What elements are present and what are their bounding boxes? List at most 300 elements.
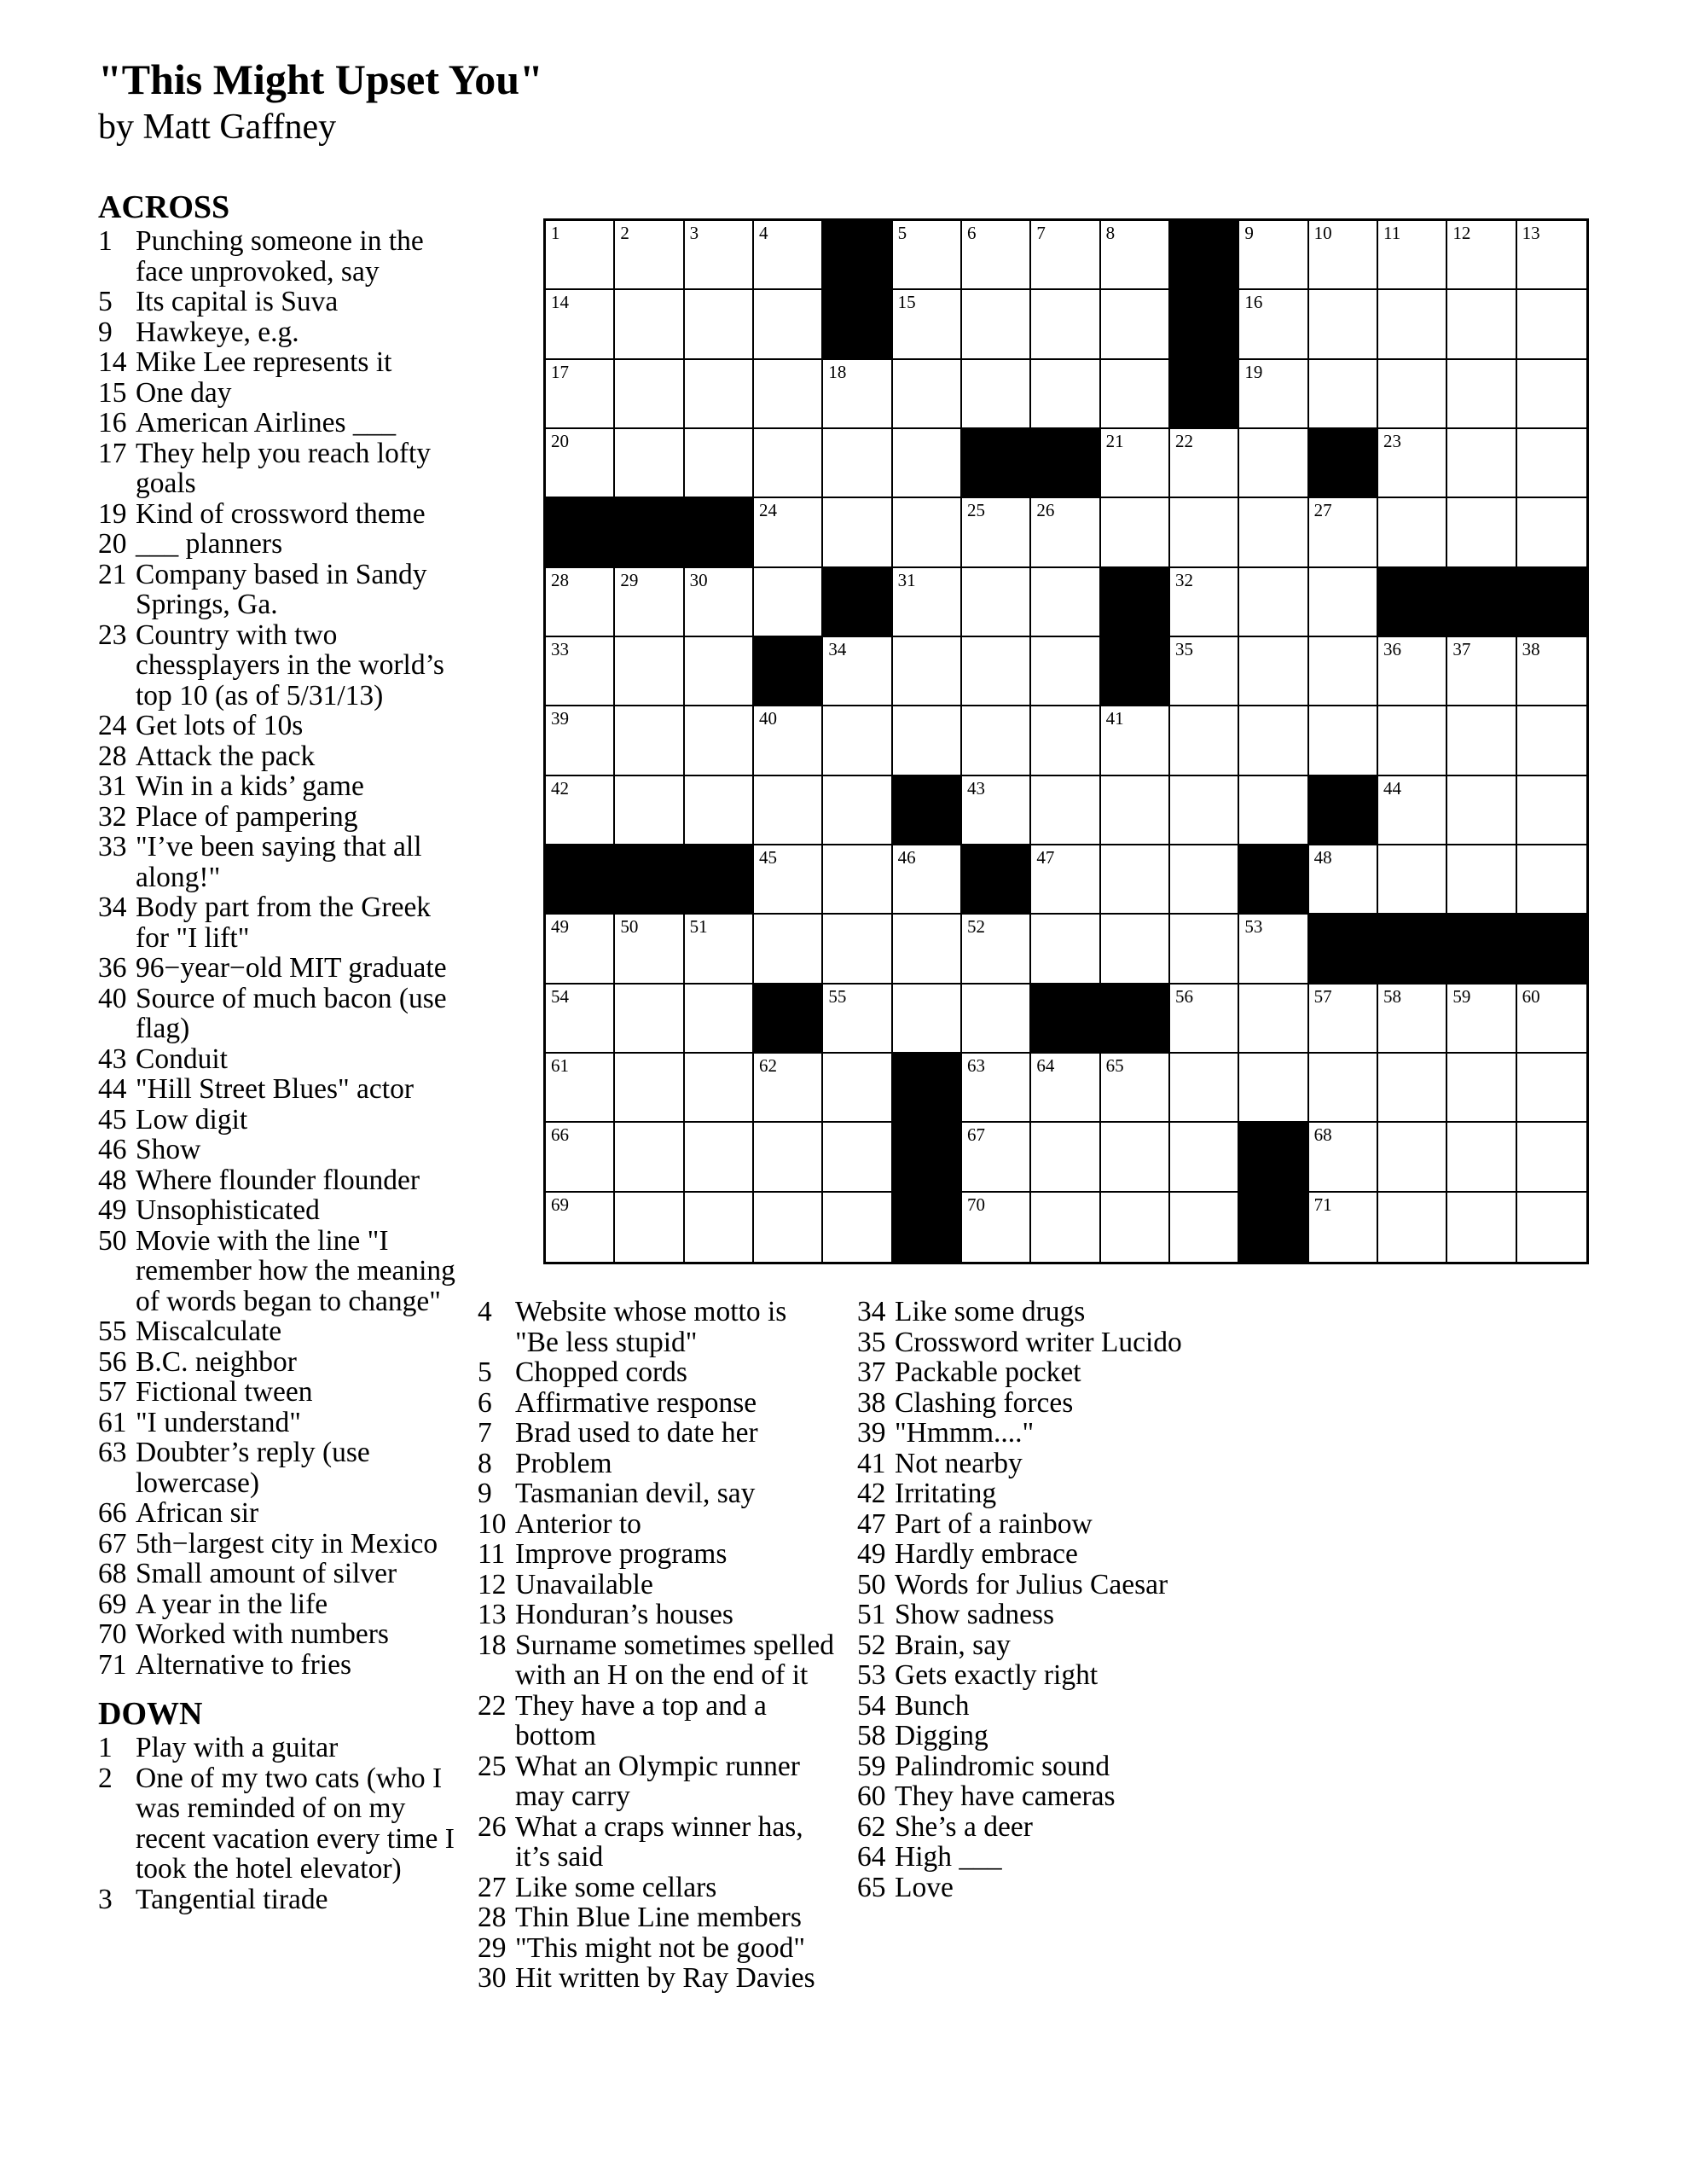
grid-cell[interactable] — [1031, 706, 1100, 775]
cell-number: 16 — [1244, 292, 1263, 313]
grid-cell[interactable] — [1031, 498, 1100, 567]
black-square — [1309, 776, 1378, 845]
clue-text: High ___ — [895, 1841, 1002, 1873]
grid-cell[interactable] — [1239, 360, 1308, 429]
grid-cell[interactable] — [546, 706, 615, 775]
grid-cell[interactable] — [1517, 1054, 1586, 1123]
grid-cell[interactable] — [754, 1123, 823, 1192]
across-clue — [98, 1559, 456, 1589]
grid-cell[interactable] — [1378, 221, 1447, 290]
cell-number: 29 — [620, 569, 639, 590]
grid-cell[interactable] — [754, 498, 823, 567]
grid-cell[interactable] — [1378, 637, 1447, 706]
grid-cell[interactable] — [1101, 915, 1170, 984]
grid-cell[interactable] — [615, 360, 684, 429]
black-square — [823, 221, 892, 290]
grid-cell[interactable] — [546, 429, 615, 498]
grid-cell[interactable] — [1101, 498, 1170, 567]
black-square — [1031, 985, 1100, 1054]
grid-cell[interactable] — [962, 290, 1031, 359]
grid-cell[interactable] — [754, 706, 823, 775]
clue-number: 40 — [98, 982, 127, 1014]
grid-cell[interactable] — [1378, 845, 1447, 915]
down-clue-list-part-2 — [478, 1297, 836, 1994]
grid-cell[interactable] — [685, 568, 754, 637]
grid-cell[interactable] — [1309, 568, 1378, 637]
cell-number: 15 — [897, 292, 916, 313]
grid-cell[interactable] — [1031, 360, 1100, 429]
grid-cell[interactable] — [1517, 776, 1586, 845]
clue-text: Get lots of 10s — [136, 710, 304, 741]
cell-number: 54 — [551, 985, 569, 1007]
down-clue — [478, 1963, 836, 1994]
grid-cell[interactable] — [615, 429, 684, 498]
down-clue — [857, 1388, 1232, 1419]
grid-cell[interactable] — [546, 221, 615, 290]
clue-number: 13 — [478, 1599, 507, 1630]
across-clue — [98, 1529, 456, 1560]
cell-number: 34 — [828, 639, 847, 659]
down-clue — [857, 1751, 1232, 1782]
grid-cell[interactable] — [1031, 568, 1100, 637]
grid-cell[interactable] — [1239, 221, 1308, 290]
black-square — [1101, 568, 1170, 637]
grid-cell[interactable] — [823, 706, 892, 775]
grid-cell[interactable] — [1378, 1123, 1447, 1192]
grid-cell[interactable] — [546, 1123, 615, 1192]
grid-cell[interactable] — [546, 776, 615, 845]
grid-cell[interactable] — [685, 1123, 754, 1192]
grid-cell[interactable] — [615, 568, 684, 637]
clue-text: African sir — [136, 1497, 259, 1529]
grid-cell[interactable] — [1239, 429, 1308, 498]
grid-cell[interactable] — [1101, 1193, 1170, 1262]
clue-text: Doubter’s reply (use lowercase) — [136, 1437, 370, 1499]
grid-cell[interactable] — [893, 360, 962, 429]
grid-cell[interactable] — [1101, 1054, 1170, 1123]
grid-cell[interactable] — [1239, 776, 1308, 845]
grid-cell[interactable] — [1447, 985, 1516, 1054]
grid-cell[interactable] — [1517, 1193, 1586, 1262]
grid-cell[interactable] — [1447, 1193, 1516, 1262]
grid-cell[interactable] — [1309, 985, 1378, 1054]
clue-text: One day — [136, 376, 232, 409]
grid-cell[interactable] — [1447, 1054, 1516, 1123]
grid-cell[interactable] — [615, 1193, 684, 1262]
grid-cell[interactable] — [893, 290, 962, 359]
grid-cell[interactable] — [1031, 1054, 1100, 1123]
clue-text: Low digit — [136, 1103, 248, 1136]
grid-cell[interactable] — [685, 1193, 754, 1262]
grid-cell[interactable] — [1031, 915, 1100, 984]
grid-cell[interactable] — [546, 568, 615, 637]
grid-cell[interactable] — [685, 429, 754, 498]
grid-cell[interactable] — [754, 290, 823, 359]
grid-cell[interactable] — [1239, 915, 1308, 984]
grid-cell[interactable] — [1378, 360, 1447, 429]
grid-cell[interactable] — [754, 360, 823, 429]
grid-cell[interactable] — [823, 637, 892, 706]
down-clue — [857, 1721, 1232, 1751]
grid-cell[interactable] — [1378, 290, 1447, 359]
clue-text: Mike Lee represents it — [136, 346, 392, 378]
cell-number: 52 — [967, 916, 985, 938]
grid-cell[interactable] — [1170, 845, 1239, 915]
down-clue — [478, 1812, 836, 1873]
grid-cell[interactable] — [615, 706, 684, 775]
grid-cell[interactable] — [1239, 637, 1308, 706]
grid-cell[interactable] — [962, 1193, 1031, 1262]
clue-text: Source of much bacon (use flag) — [136, 982, 447, 1044]
grid-cell[interactable] — [1378, 429, 1447, 498]
clue-number: 30 — [478, 1962, 507, 1994]
clue-number: 35 — [857, 1326, 886, 1358]
across-clue — [98, 287, 456, 317]
grid-cell[interactable] — [962, 1123, 1031, 1192]
clue-number: 33 — [98, 831, 127, 863]
grid-cell[interactable] — [754, 915, 823, 984]
grid-cell[interactable] — [685, 290, 754, 359]
clue-number: 24 — [98, 710, 127, 741]
down-clue — [478, 1751, 836, 1812]
grid-cell[interactable] — [823, 985, 892, 1054]
grid-cell[interactable] — [1447, 498, 1516, 567]
grid-cell[interactable] — [1309, 221, 1378, 290]
cell-number: 33 — [551, 639, 569, 659]
grid-cell[interactable] — [615, 776, 684, 845]
grid-cell[interactable] — [1170, 915, 1239, 984]
black-square — [1101, 637, 1170, 706]
grid-cell[interactable] — [1447, 221, 1516, 290]
grid-cell[interactable] — [823, 1123, 892, 1192]
clue-text: Part of a rainbow — [895, 1507, 1093, 1540]
grid-cell[interactable] — [615, 985, 684, 1054]
clue-number: 1 — [98, 1732, 113, 1763]
clue-column-2 — [478, 1297, 836, 1994]
grid-cell[interactable] — [823, 915, 892, 984]
grid-cell[interactable] — [754, 1054, 823, 1123]
down-clue — [857, 1478, 1232, 1509]
grid-cell[interactable] — [685, 360, 754, 429]
black-square — [754, 985, 823, 1054]
down-clue — [857, 1449, 1232, 1479]
black-square — [1447, 915, 1516, 984]
grid-cell[interactable] — [1447, 776, 1516, 845]
clue-text: They have a top and a bottom — [515, 1689, 767, 1751]
grid-cell[interactable] — [1170, 568, 1239, 637]
clue-text: Gets exactly right — [895, 1659, 1099, 1691]
down-clue — [98, 1885, 456, 1915]
grid-cell[interactable] — [754, 568, 823, 637]
grid-cell[interactable] — [685, 706, 754, 775]
clue-text: Brain, say — [895, 1629, 1011, 1661]
grid-cell[interactable] — [1309, 1054, 1378, 1123]
grid-cell[interactable] — [1031, 637, 1100, 706]
grid-cell[interactable] — [1517, 985, 1586, 1054]
cell-number: 19 — [1244, 361, 1263, 382]
grid-cell[interactable] — [1309, 1123, 1378, 1192]
black-square — [893, 1193, 962, 1262]
grid-cell[interactable] — [1517, 498, 1586, 567]
grid-cell[interactable] — [823, 360, 892, 429]
clue-text: Movie with the line "I remember how the meaning of words began to change" — [136, 1224, 455, 1317]
grid-cell[interactable] — [685, 637, 754, 706]
grid-cell[interactable] — [546, 637, 615, 706]
cell-number: 26 — [1036, 500, 1055, 521]
grid-cell[interactable] — [1101, 429, 1170, 498]
grid-cell[interactable] — [1031, 776, 1100, 845]
clue-number: 10 — [478, 1507, 507, 1540]
down-clue — [478, 1902, 836, 1933]
down-clue — [857, 1842, 1232, 1873]
grid-cell[interactable] — [1170, 429, 1239, 498]
cell-number: 10 — [1313, 223, 1332, 243]
grid-cell[interactable] — [1170, 776, 1239, 845]
grid-cell[interactable] — [1309, 706, 1378, 775]
grid-cell[interactable] — [1447, 360, 1516, 429]
grid-cell[interactable] — [1101, 290, 1170, 359]
grid-cell[interactable] — [685, 776, 754, 845]
black-square — [1170, 221, 1239, 290]
grid-cell[interactable] — [962, 1054, 1031, 1123]
grid-cell[interactable] — [1447, 290, 1516, 359]
grid-cell[interactable] — [893, 568, 962, 637]
grid-cell[interactable] — [1239, 1054, 1308, 1123]
grid-cell[interactable] — [615, 637, 684, 706]
grid-cell[interactable] — [893, 498, 962, 567]
grid-cell[interactable] — [1517, 1123, 1586, 1192]
grid-cell[interactable] — [1170, 498, 1239, 567]
grid-cell[interactable] — [1309, 360, 1378, 429]
grid-cell[interactable] — [615, 290, 684, 359]
grid-cell[interactable] — [823, 845, 892, 915]
grid-cell[interactable] — [1101, 1123, 1170, 1192]
grid-cell[interactable] — [1378, 498, 1447, 567]
grid-cell[interactable] — [1447, 706, 1516, 775]
grid-cell[interactable] — [1447, 845, 1516, 915]
grid-cell[interactable] — [1239, 706, 1308, 775]
grid-cell[interactable] — [1170, 1123, 1239, 1192]
grid-cell[interactable] — [962, 568, 1031, 637]
grid-cell[interactable] — [1378, 1193, 1447, 1262]
cell-number: 14 — [551, 292, 569, 313]
clue-number: 9 — [478, 1478, 492, 1509]
grid-cell[interactable] — [1031, 1123, 1100, 1192]
grid-cell[interactable] — [685, 1054, 754, 1123]
grid-cell[interactable] — [1309, 845, 1378, 915]
grid-cell[interactable] — [1101, 360, 1170, 429]
grid-cell[interactable] — [1517, 706, 1586, 775]
clue-number: 69 — [98, 1588, 127, 1620]
grid-cell[interactable] — [1378, 776, 1447, 845]
black-square — [1170, 360, 1239, 429]
clue-text: Packable pocket — [895, 1356, 1081, 1388]
grid-cell[interactable] — [1101, 706, 1170, 775]
grid-cell[interactable] — [754, 776, 823, 845]
grid-cell[interactable] — [1309, 498, 1378, 567]
grid-cell[interactable] — [962, 985, 1031, 1054]
grid-cell[interactable] — [1031, 221, 1100, 290]
cell-number: 7 — [1036, 223, 1046, 243]
cell-number: 45 — [759, 847, 777, 868]
clue-text: One of my two cats (who I was reminded of on my recent vacation every time I took the hotel elevator) — [136, 1762, 455, 1885]
clue-text: What a craps winner has, it’s said — [515, 1810, 803, 1873]
grid-cell[interactable] — [823, 776, 892, 845]
black-square — [1378, 915, 1447, 984]
grid-cell[interactable] — [1447, 429, 1516, 498]
grid-cell[interactable] — [1101, 776, 1170, 845]
clue-number: 57 — [98, 1376, 127, 1408]
clue-text: "I understand" — [136, 1406, 301, 1438]
grid-cell[interactable] — [1170, 706, 1239, 775]
grid-cell[interactable] — [615, 1054, 684, 1123]
cell-number: 2 — [620, 223, 629, 243]
grid-cell[interactable] — [962, 360, 1031, 429]
cell-number: 30 — [689, 569, 708, 590]
clue-column-1 — [98, 189, 456, 1915]
grid-cell[interactable] — [685, 221, 754, 290]
grid-cell[interactable] — [893, 845, 962, 915]
grid-cell[interactable] — [1517, 429, 1586, 498]
grid-cell[interactable] — [1517, 360, 1586, 429]
grid-cell[interactable] — [546, 290, 615, 359]
grid-cell[interactable] — [1031, 290, 1100, 359]
grid-cell[interactable] — [685, 915, 754, 984]
grid-cell[interactable] — [615, 915, 684, 984]
grid-cell[interactable] — [615, 221, 684, 290]
clue-number: 21 — [98, 558, 127, 590]
down-clue — [857, 1873, 1232, 1903]
clue-text: 96−year−old MIT graduate — [136, 952, 447, 984]
grid-cell[interactable] — [1517, 290, 1586, 359]
grid-cell[interactable] — [1170, 985, 1239, 1054]
across-clue — [98, 1438, 456, 1498]
grid-cell[interactable] — [546, 1193, 615, 1262]
clue-text: They help you reach lofty goals — [136, 437, 432, 499]
grid-cell[interactable] — [893, 429, 962, 498]
grid-cell[interactable] — [823, 498, 892, 567]
black-square — [615, 498, 684, 567]
grid-cell[interactable] — [962, 221, 1031, 290]
grid-cell[interactable] — [1517, 845, 1586, 915]
down-clue — [857, 1600, 1232, 1630]
grid-cell[interactable] — [546, 360, 615, 429]
clue-text: Hawkeye, e.g. — [136, 316, 299, 348]
grid-cell[interactable] — [823, 1193, 892, 1262]
grid-cell[interactable] — [1447, 637, 1516, 706]
down-clue — [478, 1509, 836, 1540]
across-clue — [98, 1074, 456, 1105]
clue-text: Tasmanian devil, say — [515, 1478, 756, 1509]
clue-text: Its capital is Suva — [136, 286, 339, 317]
grid-cell[interactable] — [1309, 1193, 1378, 1262]
down-clue — [98, 1763, 456, 1885]
clue-text: Palindromic sound — [895, 1750, 1110, 1782]
grid-cell[interactable] — [1517, 221, 1586, 290]
grid-cell[interactable] — [1239, 290, 1308, 359]
grid-cell[interactable] — [1170, 1193, 1239, 1262]
grid-cell[interactable] — [546, 985, 615, 1054]
black-square — [615, 845, 684, 915]
grid-cell[interactable] — [962, 498, 1031, 567]
clue-number: 68 — [98, 1558, 127, 1589]
across-clue — [98, 1195, 456, 1226]
clue-text: "Hill Street Blues" actor — [136, 1073, 414, 1105]
clue-text: Body part from the Greek for "I lift" — [136, 892, 432, 954]
grid-cell[interactable] — [546, 915, 615, 984]
cell-number: 32 — [1175, 569, 1193, 590]
cell-number: 18 — [828, 361, 847, 382]
grid-cell[interactable] — [1517, 637, 1586, 706]
across-clue — [98, 529, 456, 560]
grid-cell[interactable] — [893, 637, 962, 706]
grid-cell[interactable] — [893, 915, 962, 984]
grid-cell[interactable] — [1309, 290, 1378, 359]
cell-number: 42 — [551, 777, 569, 799]
grid-cell[interactable] — [685, 985, 754, 1054]
clue-text: Conduit — [136, 1043, 228, 1075]
grid-cell[interactable] — [1309, 637, 1378, 706]
across-clue — [98, 226, 456, 287]
grid-cell[interactable] — [962, 637, 1031, 706]
cell-number: 4 — [759, 223, 768, 243]
cell-number: 3 — [689, 223, 699, 243]
clue-number: 16 — [98, 407, 127, 439]
clue-number: 2 — [98, 1762, 113, 1794]
grid-cell[interactable] — [823, 429, 892, 498]
grid-cell[interactable] — [1239, 568, 1308, 637]
grid-cell[interactable] — [1031, 1193, 1100, 1262]
grid-cell[interactable] — [754, 429, 823, 498]
grid-cell[interactable] — [1239, 498, 1308, 567]
across-clue — [98, 953, 456, 984]
across-clue — [98, 1105, 456, 1136]
black-square — [1031, 429, 1100, 498]
grid-cell[interactable] — [1239, 985, 1308, 1054]
grid-cell[interactable] — [1170, 637, 1239, 706]
grid-cell[interactable] — [1101, 221, 1170, 290]
cell-number: 57 — [1313, 985, 1332, 1007]
grid-cell[interactable] — [1447, 1123, 1516, 1192]
grid-cell[interactable] — [546, 1054, 615, 1123]
grid-cell[interactable] — [754, 221, 823, 290]
clue-text: Surname sometimes spelled with an H on the end of it — [515, 1629, 835, 1691]
grid-cell[interactable] — [615, 1123, 684, 1192]
grid-cell[interactable] — [1378, 985, 1447, 1054]
grid-cell[interactable] — [893, 221, 962, 290]
grid-cell[interactable] — [962, 706, 1031, 775]
grid-cell[interactable] — [962, 776, 1031, 845]
clue-number: 59 — [857, 1750, 886, 1782]
grid-cell[interactable] — [893, 706, 962, 775]
grid-cell[interactable] — [754, 1193, 823, 1262]
down-clue — [478, 1933, 836, 1964]
grid-cell[interactable] — [1378, 706, 1447, 775]
clue-number: 25 — [478, 1750, 507, 1782]
grid-cell[interactable] — [962, 915, 1031, 984]
grid-cell[interactable] — [893, 985, 962, 1054]
clue-number: 3 — [98, 1883, 113, 1915]
grid-cell[interactable] — [1031, 845, 1100, 915]
grid-cell[interactable] — [1101, 845, 1170, 915]
cell-number: 13 — [1522, 223, 1540, 243]
across-clue — [98, 317, 456, 348]
grid-cell[interactable] — [754, 845, 823, 915]
grid-cell[interactable] — [1378, 1054, 1447, 1123]
grid-cell[interactable] — [1170, 1054, 1239, 1123]
cell-number: 28 — [551, 569, 569, 590]
grid-cell[interactable] — [823, 1054, 892, 1123]
